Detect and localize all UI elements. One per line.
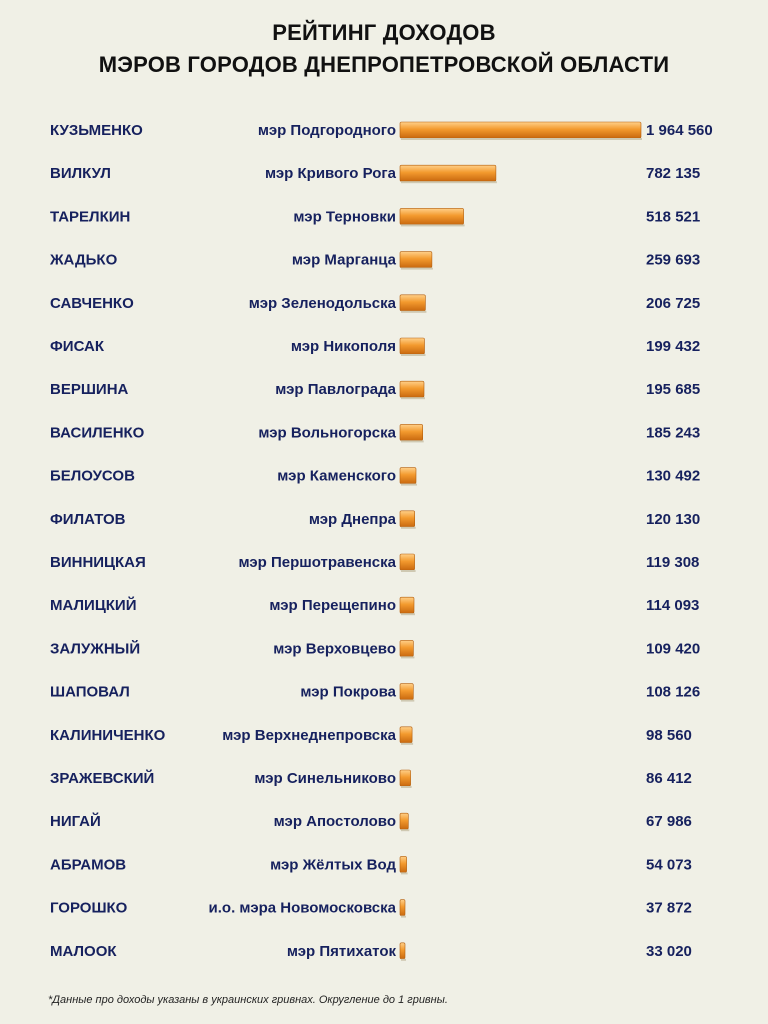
- row-name: МАЛИЦКИЙ: [50, 597, 137, 615]
- row-position: мэр Покрова: [300, 683, 396, 701]
- row-position: мэр Терновки: [293, 208, 396, 226]
- row-position: мэр Зеленодольска: [248, 294, 396, 312]
- value-label: 782 135: [646, 165, 701, 183]
- value-label: 195 685: [646, 381, 701, 399]
- bar-shadow: [401, 613, 415, 615]
- bar: [400, 770, 411, 786]
- value-label: 259 693: [646, 251, 701, 269]
- row-position: мэр Днепра: [308, 510, 396, 528]
- value-label: 518 521: [646, 208, 701, 226]
- row-position: мэр Подгородного: [257, 122, 396, 139]
- row-position: мэр Никополя: [290, 338, 396, 355]
- row-name: ЗРАЖЕВСКИЙ: [50, 770, 155, 787]
- row-position: мэр Синельниково: [254, 770, 396, 787]
- bar: [400, 295, 425, 311]
- bar: [400, 381, 424, 397]
- bar: [400, 122, 641, 138]
- row-position: мэр Пятихаток: [286, 942, 396, 960]
- bar-shadow: [401, 872, 408, 874]
- value-label: 54 073: [646, 856, 692, 874]
- row-name: ВЕРШИНА: [50, 381, 129, 399]
- row-position: мэр Перещепино: [269, 597, 396, 615]
- row-position: мэр Апостолово: [273, 813, 396, 831]
- row-name: ТАРЕЛКИН: [50, 208, 131, 226]
- row-name: САВЧЕНКО: [50, 294, 134, 312]
- row-name: МАЛООК: [50, 942, 117, 960]
- bar: [400, 856, 407, 872]
- bar: [400, 468, 416, 484]
- bar: [400, 165, 496, 181]
- bar-shadow: [401, 743, 413, 745]
- value-label: 130 492: [646, 467, 701, 485]
- bar-shadow: [401, 138, 642, 140]
- bar-shadow: [401, 311, 426, 313]
- bar: [400, 943, 405, 959]
- row-position: мэр Павлограда: [275, 381, 396, 399]
- row-name: КАЛИНИЧЕНКО: [50, 726, 166, 744]
- bar: [400, 424, 423, 440]
- value-label: 37 872: [646, 899, 692, 917]
- row-name: ШАПОВАЛ: [50, 683, 130, 701]
- row-name: ЖАДЬКО: [50, 251, 118, 269]
- value-label: 120 130: [646, 510, 701, 528]
- bar-shadow: [401, 829, 409, 831]
- row-position: мэр Верховцево: [273, 640, 396, 658]
- bar: [400, 511, 415, 527]
- row-position: мэр Жёлтых Вод: [270, 856, 396, 874]
- value-label: 109 420: [646, 640, 701, 658]
- bar: [400, 597, 414, 613]
- bar-shadow: [401, 527, 416, 529]
- bar-shadow: [401, 440, 424, 442]
- bar-shadow: [401, 700, 414, 702]
- bar: [400, 684, 413, 700]
- row-name: ФИСАК: [50, 338, 105, 355]
- bar-shadow: [401, 570, 416, 572]
- value-label: 98 560: [646, 726, 692, 744]
- value-label: 33 020: [646, 942, 692, 960]
- row-position: мэр Вольногорска: [258, 424, 396, 442]
- bar-shadow: [401, 268, 433, 270]
- bar: [400, 900, 405, 916]
- bar: [400, 554, 415, 570]
- row-name: ЗАЛУЖНЫЙ: [50, 640, 141, 658]
- value-label: 199 432: [646, 338, 701, 355]
- chart-title-line1: РЕЙТИНГ ДОХОДОВ: [272, 20, 496, 45]
- bar-shadow: [401, 656, 414, 658]
- value-label: 206 725: [646, 294, 701, 312]
- row-name: ВИЛКУЛ: [50, 165, 111, 183]
- row-position: мэр Верхнеднепровска: [222, 726, 396, 744]
- row-position: мэр Першотравенска: [238, 554, 396, 571]
- value-label: 1 964 560: [646, 122, 713, 139]
- row-name: БЕЛОУСОВ: [50, 467, 135, 485]
- value-label: 114 093: [646, 597, 700, 615]
- bar-shadow: [401, 786, 412, 788]
- value-label: 119 308: [646, 554, 700, 571]
- row-name: АБРАМОВ: [50, 856, 127, 874]
- row-name: ФИЛАТОВ: [50, 510, 126, 528]
- bar-shadow: [401, 916, 406, 918]
- row-name: ГОРОШКО: [50, 899, 128, 917]
- bar-shadow: [401, 959, 406, 961]
- row-name: НИГАЙ: [50, 813, 101, 831]
- bar: [400, 252, 432, 268]
- row-name: ВАСИЛЕНКО: [50, 424, 145, 442]
- bar-shadow: [401, 181, 497, 183]
- row-position: и.о. мэра Новомосковска: [208, 899, 396, 917]
- row-position: мэр Марганца: [291, 251, 396, 269]
- value-label: 67 986: [646, 813, 692, 831]
- row-name: КУЗЬМЕНКО: [50, 122, 143, 139]
- value-label: 86 412: [646, 770, 692, 787]
- footnote: *Данные про доходы указаны в украинских гривнах. Округление до 1 гривны.: [48, 994, 448, 1006]
- bar-shadow: [401, 484, 417, 486]
- bar: [400, 208, 464, 224]
- bar: [400, 813, 408, 829]
- bar: [400, 640, 413, 656]
- value-label: 108 126: [646, 683, 701, 701]
- bar: [400, 727, 412, 743]
- bar-shadow: [401, 224, 465, 226]
- row-position: мэр Каменского: [277, 467, 396, 485]
- bar-shadow: [401, 354, 426, 356]
- chart-title-line2: МЭРОВ ГОРОДОВ ДНЕПРОПЕТРОВСКОЙ ОБЛАСТИ: [98, 52, 670, 77]
- bar: [400, 338, 425, 354]
- row-name: ВИННИЦКАЯ: [50, 554, 146, 571]
- bar-shadow: [401, 397, 425, 399]
- value-label: 185 243: [646, 424, 701, 442]
- row-position: мэр Кривого Рога: [264, 165, 396, 183]
